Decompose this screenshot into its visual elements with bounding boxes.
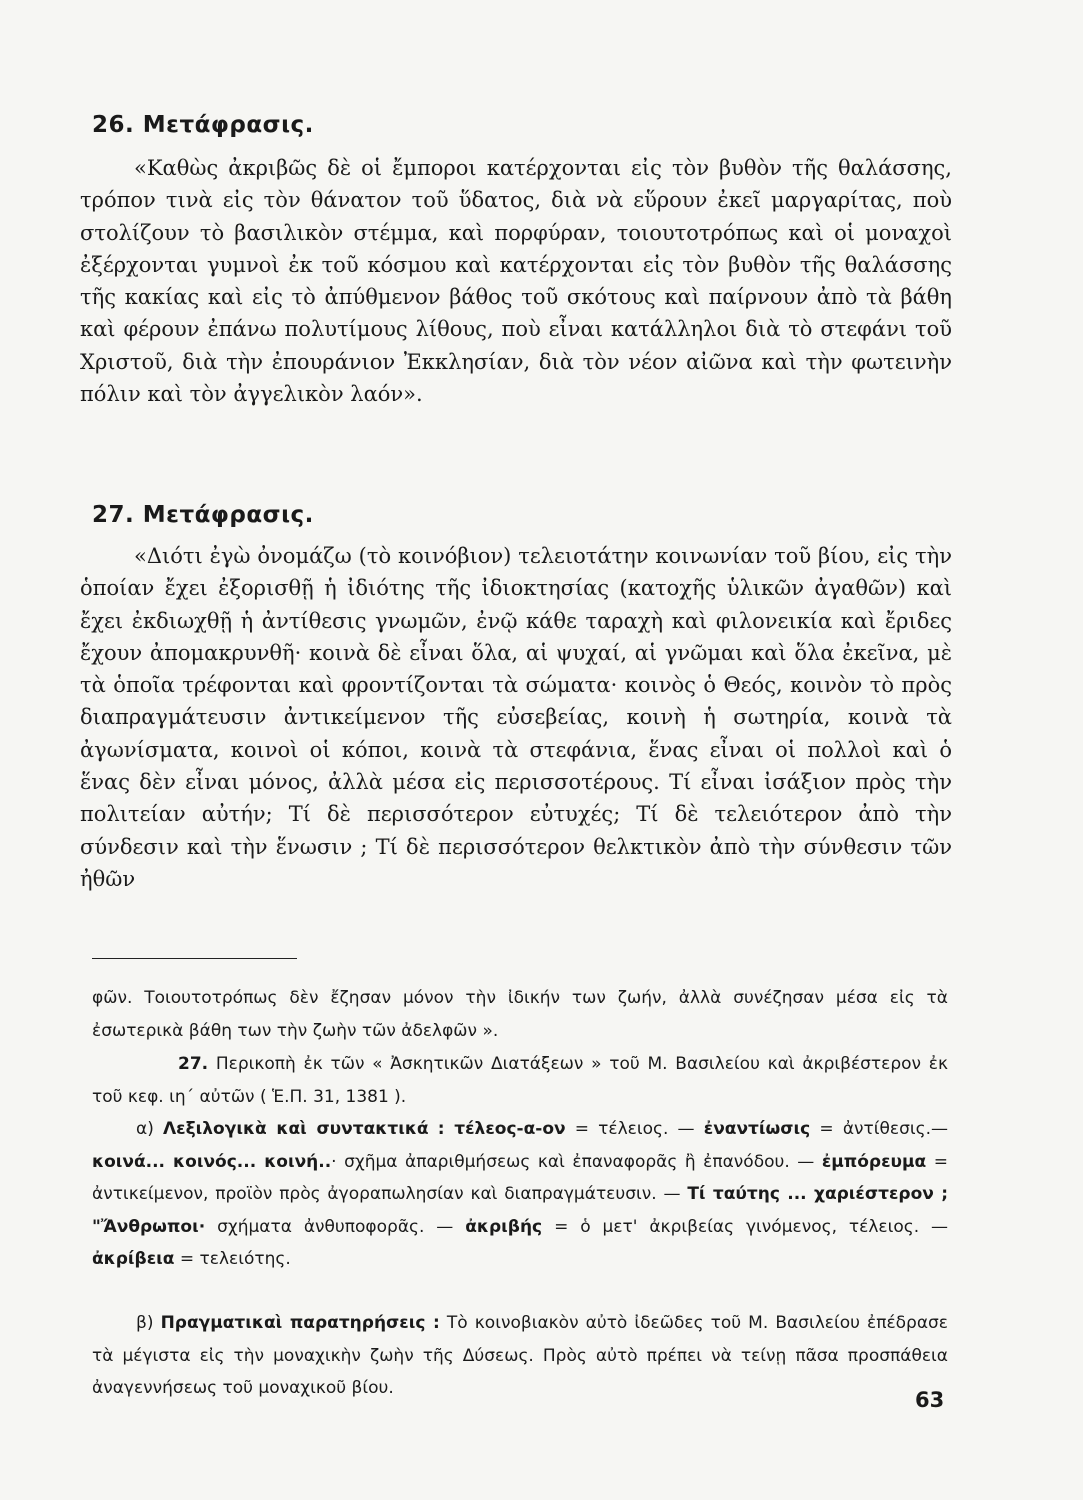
lexical-label: α) (136, 1119, 154, 1139)
lexical-term: ἐμπόρευμα (821, 1151, 927, 1172)
section-27-translation (80, 540, 952, 895)
section-26-translation (80, 152, 952, 410)
lexical-term: Τί ταύτης ... χαριέστερον ; (687, 1184, 949, 1204)
lexical-term: ἐναντίωσις (703, 1119, 811, 1139)
footnote-27-number: 27. (178, 1054, 209, 1074)
factual-text: Τὸ κοινοβιακὸν αὐτὸ ἰδεῶδες τοῦ Μ. Βασιλείου ἐπέδρασε τὰ μέγιστα εἰς τὴν μοναχικὴν ζωὴν τῆς Δύσεως. Πρὸς αὐτὸ πρέπει νὰ τείνῃ πᾶσα προσπάθεια ἀναγεννήσεως τοῦ μοναχικοῦ βίου. (92, 1313, 948, 1398)
lexical-term: : τέλεος-α-ον (437, 1119, 566, 1139)
lexical-definition: = τελειότης. (179, 1249, 291, 1269)
lexical-definition: · σχῆμα ἀπαριθμήσεως καὶ ἐπαναφορᾶς ἢ ἐπανόδου. — (331, 1151, 815, 1172)
lexical-definition: = τέλειος. — (574, 1119, 695, 1139)
lexical-definition: = ἀντίθεσις.— (819, 1119, 949, 1139)
section-27-heading: 27. Μετάφρασις. (92, 502, 314, 528)
factual-label: β) (136, 1313, 154, 1333)
footnote-factual (92, 1307, 948, 1405)
page-number: 63 (915, 1388, 945, 1412)
lexical-term: "Ἄνθρωποι· (92, 1216, 206, 1237)
lexical-term: ἀκρίβεια (92, 1249, 175, 1269)
lexical-definition: = ἀντικείμενον, προϊὸν πρὸς ἀγοραπωλησίαν καὶ διαπραγμάτευσιν. — (92, 1151, 948, 1204)
lexical-definition: = ὁ μετ' ἀκριβείας γινόμενος, τέλειος. — (554, 1216, 949, 1237)
section-26-text: «Καθὼς ἀκριβῶς δὲ οἱ ἔμποροι κατέρχονται εἰς τὸν βυθὸν τῆς θαλάσσης, τρόπον τινὰ εἰς τὸν θάνατον τοῦ ὕδατος, διὰ νὰ εὕρουν ἐκεῖ μαργαρίτας, ποὺ στολίζουν τὸ βασιλικὸν στέμμα, καὶ πορφύραν, τοιουτοτρόπως καὶ οἱ μοναχοὶ ἐξέρχονται γυμνοὶ ἐκ τοῦ κόσμου καὶ κατέρχονται εἰς τὸν βυθὸν τῆς θαλάσσης τῆς κακίας καὶ εἰς τὸ ἀπύθμενον βάθος τοῦ σκότους καὶ παίρνουν ἀπὸ τὰ βάθη καὶ φέρουν ἐπάνω πολυτίμους λίθους, ποὺ εἶναι κατάλληλοι διὰ τὸ στεφάνι τοῦ Χριστοῦ, διὰ τὴν ἐπουράνιον Ἐκκλησίαν, διὰ τὸν νέον αἰῶνα καὶ τὴν φωτεινὴν πόλιν καὶ τὸν ἀγγελικὸν λαόν». (80, 156, 952, 407)
footnote-27 (92, 1048, 948, 1113)
section-26-heading: 26. Μετάφρασις. (92, 112, 314, 138)
footnote-27-text: Περικοπὴ ἐκ τῶν « Ἀσκητικῶν Διατάξεων » τοῦ Μ. Βασιλείου καὶ ἀκριβέστερον ἐκ τοῦ κεφ. ιη΄ αὐτῶν ( Ἑ.Π. 31, 1381 ). (92, 1054, 948, 1107)
lexical-term: κοινά... κοινός... κοινή.. (92, 1151, 332, 1172)
lexical-title: Λεξιλογικὰ καὶ συντακτικά (163, 1119, 429, 1139)
footnote-continuation: φῶν. Τοιουτοτρόπως δὲν ἔζησαν μόνον τὴν ἰδικήν των ζωήν, ἀλλὰ συνέζησαν μέσα εἰς τὰ ἐσωτερικὰ βάθη των τὴν ζωὴν τῶν ἀδελφῶν ». (92, 988, 948, 1041)
factual-title: Πραγματικαὶ παρατηρήσεις : (160, 1313, 440, 1333)
footnote-lexical (92, 1113, 948, 1276)
lexical-term: ἀκριβής (465, 1216, 543, 1237)
footnote-divider (92, 958, 297, 959)
lexical-definition: σχήματα ἀνθυποφορᾶς. — (217, 1216, 454, 1237)
section-27-text: «Διότι ἐγὼ ὀνομάζω (τὸ κοινόβιον) τελειοτάτην κοινωνίαν τοῦ βίου, εἰς τὴν ὁποίαν ἔχει ἐξορισθῇ ἡ ἰδιότης τῆς ἰδιοκτησίας (κατοχῆς ὑλικῶν ἀγαθῶν) καὶ ἔχει ἐκδιωχθῇ ἡ ἀντίθεσις γνωμῶν, ἐνῷ κάθε ταραχὴ καὶ φιλονεικία καὶ ἔριδες ἔχουν ἀπομακρυνθῆ· κοινὰ δὲ εἶναι ὅλα, αἱ ψυχαί, αἱ γνῶμαι καὶ ὅλα ἐκεῖνα, μὲ τὰ ὁποῖα τρέφονται καὶ φροντίζονται τὰ σώματα· κοινὸς ὁ Θεός, κοινὸν τὸ πρὸς διαπραγμάτευσιν ἀντικείμενον τῆς εὐσεβείας, κοινὴ ἡ σωτηρία, κοινὰ τὰ ἀγωνίσματα, κοινοὶ οἱ κόποι, κοινὰ τὰ στεφάνια, ἕνας εἶναι οἱ πολλοὶ καὶ ὁ ἕνας δὲν εἶναι μόνος, ἀλλὰ μέσα εἰς περισσοτέρους. Τί εἶναι ἰσάξιον πρὸς τὴν πολιτείαν αὐτήν; Τί δὲ περισσότερον εὐτυχές; Τί δὲ τελειότερον ἀπὸ τὴν σύνδεσιν καὶ τὴν ἕνωσιν ; Τί δὲ περισσότερον θελκτικὸν ἀπὸ τὴν σύνθεσιν τῶν ἠθῶν (80, 544, 952, 891)
